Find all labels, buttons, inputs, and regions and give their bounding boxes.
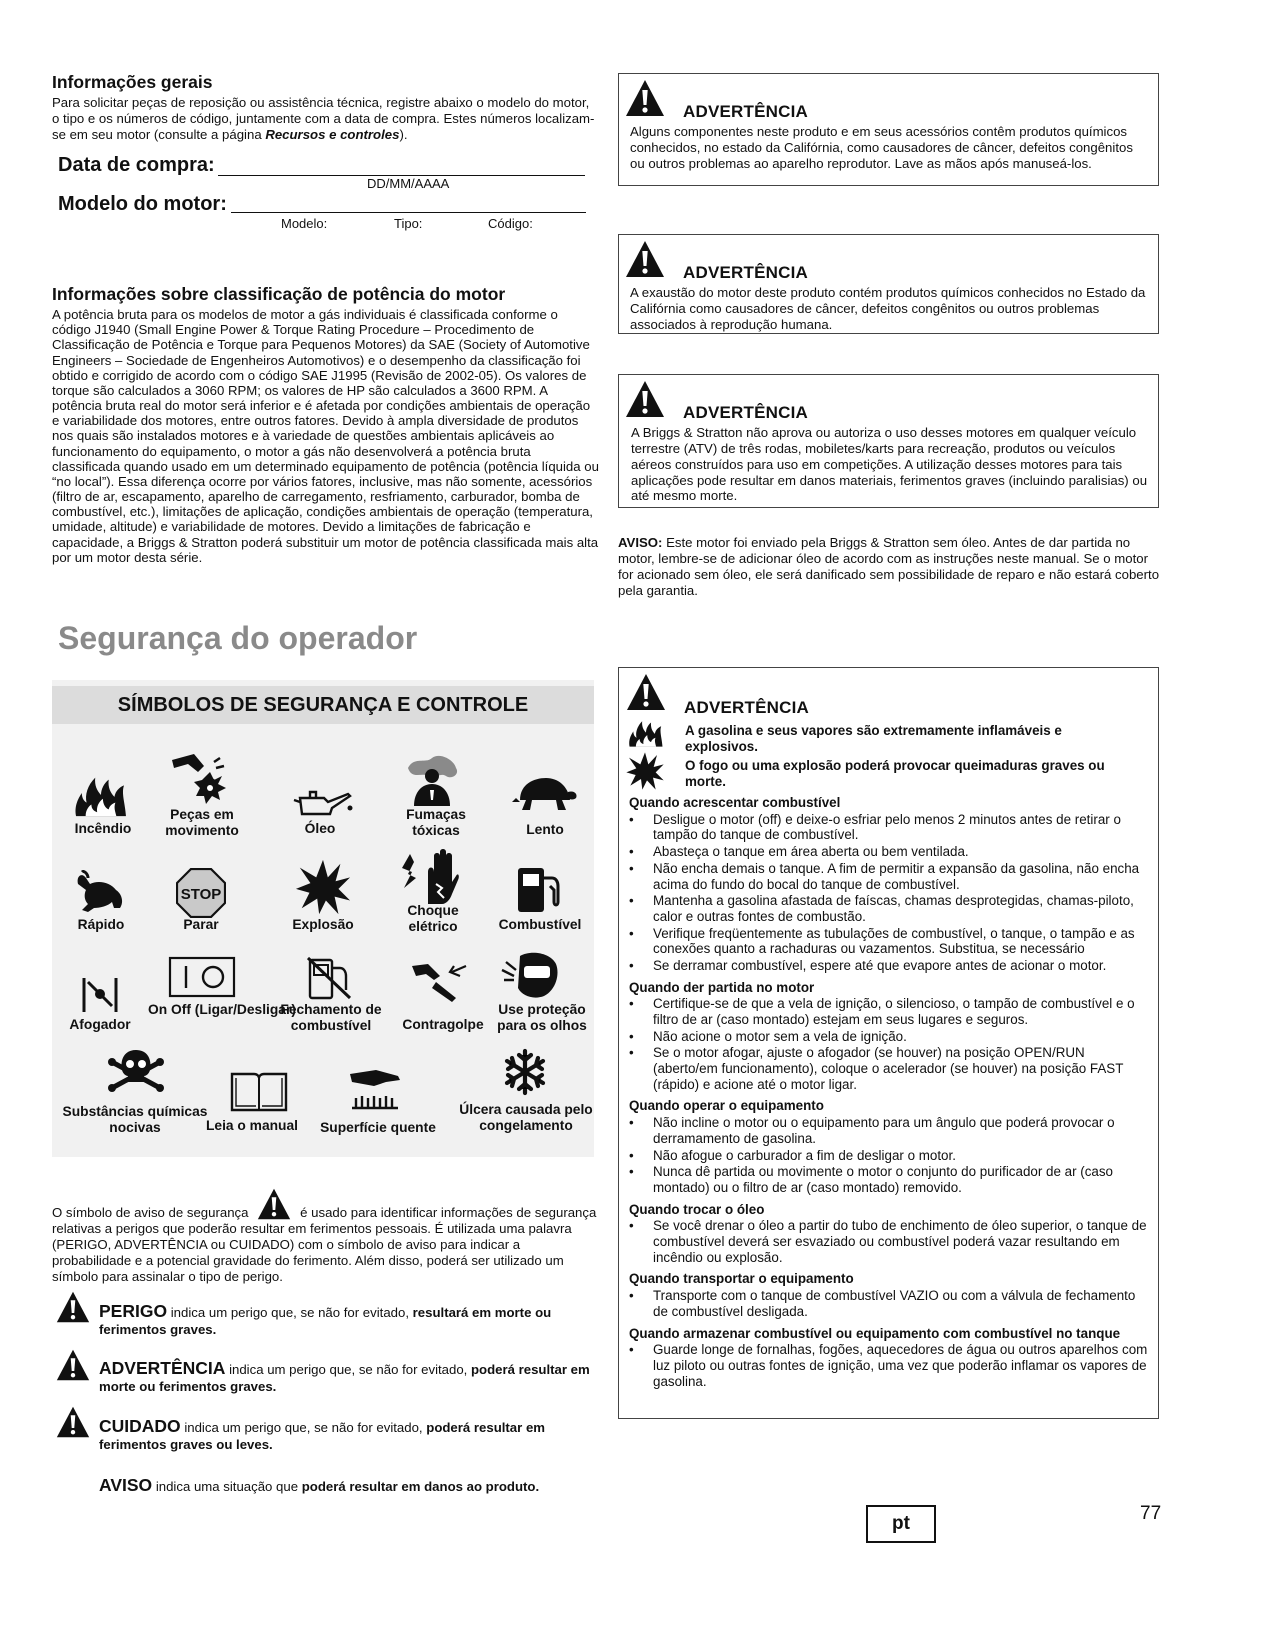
signal-word-warning: [99, 1358, 599, 1395]
power-rating-text: A potência bruta para os modelos de motor a gás individuais é classificada conforme o código J1940 (Small Engine Power & Torque Rating Procedure – Procedimento de Classificação de Potência e Torque para Pequenos Motores) da SAE (Society of Automotive Engineers – Sociedade de Engenheiros Automotivos) e o desempenho da classificação foi obtido e corrigido de acordo com o código SAE J1995 (Revisão de 2002-05). Os valores de torque são calculados a 3060 RPM; os valores de HP são calculados a 3600 RPM. A potência bruta real do motor será inferior e é afetada por condições ambientais de operação e variabilidade dos motores, entre outros fatores. Devido à ampla diversidade de produtos nos quais são instalados motores e à variedade de questões ambientais aplicáveis ao funcionamento do equipamento, o motor a gás não desenvolverá a potência bruta classificada quando usado em um determinado equipamento de potência (potência líquida ou “no local”). Essa diferença ocorre por vários fatores, inclusive, mas não somente, acessórios (filtro de ar, escapamento, aparelho de carregamento, resfriamento, carburador, bomba de combustível, etc.), limitações de aplicação, condições ambientais de operação (temperatura, umidade, altitude) e variabilidade de motores. Devido a limitações de fabricação e capacidade, a Briggs & Stratton poderá substituir um motor de potência classificada mais alta por um motor desta série.: [52, 307, 599, 565]
group-heading: Quando der partida no motor: [629, 979, 815, 995]
safety-alert-icon: [256, 1187, 292, 1221]
rabbit-fast-icon: [74, 870, 126, 914]
symbol-label-read-manual: Leia o manual: [205, 1118, 298, 1133]
symbol-label-slow: Lento: [526, 822, 564, 837]
symbol-label-hot-surface: Superfície quente: [320, 1120, 436, 1135]
symbol-label-moving-parts: Peças em movimento: [165, 807, 239, 839]
signal-word-text: indica um perigo que, se não for evitado,: [167, 1305, 413, 1320]
safety-intro-text-b: é usado para identificar informações de segurança relativas a perigos que poderão resultar em ferimentos pessoais. É utilizada uma palavra (PERIGO, ADVERTÊNCIA ou CUIDADO) com o símbolo de aviso para indicar a probabilidade e a potencial gravidade do ferimento. Além disso, poderá ser utilizado um símbolo para assinalar o tipo de perigo.: [52, 1205, 597, 1284]
signal-word-danger: [99, 1301, 599, 1338]
fuel-shutoff-icon: [306, 956, 352, 1000]
electric-shock-icon: [398, 848, 460, 906]
on-off-icon: [168, 956, 236, 998]
symbol-label-oil: Óleo: [304, 821, 336, 836]
list-item: • Certifique-se de que a vela de ignição, o silencioso, o tampão de combustível e o filtro de ar (caso montado) estejam em seus lugares e seguros.: [629, 996, 1153, 1027]
fuel-safety-groups: [629, 791, 1153, 1390]
warning-text: A exaustão do motor deste produto contém produtos químicos conhecidos no Estado da Califórnia como causadores de câncer, defeitos congênitos ou outros problemas associados à reprodução humana.: [630, 285, 1146, 332]
group-list: [629, 1115, 1153, 1195]
warning-triangle-icon: [56, 1348, 90, 1382]
signal-word: AVISO: [99, 1475, 153, 1495]
list-item: • Não acione o motor sem a vela de ignição.: [629, 1029, 1153, 1045]
frostbite-snowflake-icon: [502, 1048, 548, 1096]
fire-icon: [72, 770, 130, 818]
signal-word-consequence: poderá resultar em ferimentos graves ou leves.: [99, 1420, 545, 1452]
harmful-chemicals-skull-icon: [108, 1048, 164, 1102]
section-title: Segurança do operador: [58, 620, 418, 656]
symbol-label-toxic-fumes: Fumaças tóxicas: [406, 807, 466, 839]
purchase-date-hint: DD/MM/AAAA: [367, 176, 450, 191]
toxic-fumes-icon: [404, 754, 460, 806]
read-manual-icon: [228, 1070, 290, 1114]
explosion-icon: [294, 858, 352, 916]
general-info-text-b: ).: [399, 126, 408, 142]
engine-model-field[interactable]: [231, 193, 586, 213]
signal-word: PERIGO: [99, 1301, 168, 1321]
warning-box-fuel: [618, 667, 1159, 1419]
hot-surface-icon: [346, 1064, 404, 1112]
warning-box-exhaust: [618, 234, 1159, 334]
group-heading: Quando operar o equipamento: [629, 1098, 824, 1114]
controls-page-reference[interactable]: Recursos e controles: [265, 126, 400, 142]
eye-protection-icon: [500, 950, 560, 1000]
list-item: • Guarde longe de fornalhas, fogões, aquecedores de água ou outros aparelhos com luz piloto ou outras fontes de ignição, uma vez que poderão inflamar os vapores de gasolina.: [629, 1342, 1153, 1389]
fire-icon: [627, 716, 665, 748]
warning-triangle-icon: [625, 78, 665, 118]
symbol-label-explosion: Explosão: [292, 917, 354, 932]
signal-word-text: indica um perigo que, se não for evitado,: [225, 1362, 471, 1377]
warning-text: A Briggs & Stratton não aprova ou autoriza o uso desses motores em qualquer veículo terrestre (ATV) de três rodas, mobiletes/karts para recreação, produtos ou veículos aéreos construídos para uso em competições. A utilização desses motores para tais aplicações pode resultar em danos materiais, ferimentos graves (incluindo paralisias) ou até mesmo morte.: [631, 425, 1148, 504]
general-info-text-a: Para solicitar peças de reposição ou assistência técnica, registre abaixo o modelo do motor, o tipo e os números de código, juntamente com a data de compra. Estes números localizam-se em seu motor (consulte a página: [52, 95, 595, 142]
kickback-icon: [410, 962, 468, 1004]
group-heading: Quando trocar o óleo: [629, 1201, 765, 1217]
signal-word-consequence: resultará em morte ou ferimentos graves.: [99, 1305, 552, 1337]
fuel-pump-icon: [514, 864, 564, 914]
list-item: • Abasteça o tanque em área aberta ou bem ventilada.: [629, 844, 1153, 860]
list-item: • Não incline o motor ou o equipamento para um ângulo que poderá provocar o derramamento de gasolina.: [629, 1115, 1153, 1146]
symbol-label-fuel: Combustível: [498, 917, 582, 932]
symbol-label-fast: Rápido: [77, 917, 125, 932]
code-hint: Código:: [488, 216, 533, 231]
language-tab: pt: [866, 1505, 936, 1543]
signal-word-notice: [99, 1475, 599, 1496]
symbol-label-kickback: Contragolpe: [402, 1017, 484, 1032]
group-heading: Quando armazenar combustível ou equipamento com combustível no tanque: [629, 1325, 1121, 1341]
signal-word-caution: [99, 1416, 599, 1453]
stop-sign-icon: [176, 868, 226, 918]
danger-triangle-icon: [56, 1290, 90, 1324]
signal-word: ADVERTÊNCIA: [99, 1358, 226, 1378]
list-item: • Se o motor afogar, ajuste o afogador (se houver) na posição OPEN/RUN (aberto/em funcionamento), coloque o acelerador (se houver) na posição FAST (rápido) e acione até o motor ligar.: [629, 1045, 1153, 1092]
page-number: 77: [1140, 1503, 1162, 1524]
symbol-label-on-off: On Off (Ligar/Desligar): [148, 1002, 296, 1017]
fuel-hazard-lead-2: O fogo ou uma explosão poderá provocar queimaduras graves ou morte.: [685, 758, 1105, 789]
power-rating-title: Informações sobre classificação de potência do motor: [52, 284, 506, 304]
list-item: • Não afogue o carburador a fim de desligar o motor.: [629, 1148, 1153, 1164]
warning-title: ADVERTÊNCIA: [683, 403, 808, 422]
notice-text: Este motor foi enviado pela Briggs & Stratton sem óleo. Antes de dar partida no motor, lembre-se de adicionar óleo de acordo com as instruções neste manual. Se o motor for acionado sem óleo, ele será danificado sem possibilidade de reparo e não estará coberto pela garantia.: [618, 535, 1160, 598]
list-item: • Não encha demais o tanque. A fim de permitir a expansão da gasolina, não encha acima do fundo do bocal do tanque de combustível.: [629, 861, 1153, 892]
warning-triangle-icon: [625, 379, 665, 419]
symbol-label-stop: Parar: [183, 917, 219, 932]
group-list: [629, 812, 1153, 974]
group-list: [629, 1342, 1153, 1389]
explosion-icon: [625, 750, 665, 792]
group-list: [629, 1218, 1153, 1265]
safety-intro-text-a: O símbolo de aviso de segurança: [52, 1205, 249, 1220]
warning-box-atv: [618, 374, 1159, 508]
signal-word: CUIDADO: [99, 1416, 181, 1436]
group-heading: Quando acrescentar combustível: [629, 795, 841, 810]
signal-word-text: indica uma situação que: [152, 1479, 302, 1494]
choke-icon: [80, 976, 120, 1014]
warning-triangle-icon: [625, 239, 665, 279]
caution-triangle-icon: [56, 1405, 90, 1439]
list-item: • Se derramar combustível, espere até que evapore antes de acionar o motor.: [629, 958, 1153, 974]
group-list: [629, 996, 1153, 1092]
oil-can-icon: [292, 788, 354, 818]
symbol-label-eye-protection: Use proteção para os olhos: [497, 1002, 587, 1034]
list-item: • Transporte com o tanque de combustível VAZIO ou com a válvula de fechamento de combustível desligada.: [629, 1288, 1153, 1319]
oil-notice: [618, 535, 1163, 598]
warning-title: ADVERTÊNCIA: [684, 698, 809, 717]
general-info-text: [52, 95, 600, 143]
turtle-slow-icon: [512, 776, 578, 816]
symbol-label-electric-shock: Choque elétrico: [407, 903, 459, 935]
engine-model-label: Modelo do motor:: [58, 193, 227, 215]
list-item: • Verifique freqüentemente as tubulações de combustível, o tanque, o tampão e as conexões quanto a rachaduras ou vazamentos. Substitua, se necessário: [629, 926, 1153, 957]
symbols-header: SÍMBOLOS DE SEGURANÇA E CONTROLE: [52, 686, 594, 724]
fuel-hazard-lead-1: A gasolina e seus vapores são extremamente inflamáveis e explosivos.: [685, 723, 1062, 754]
safety-alert-intro: [52, 1203, 602, 1284]
warning-text: Alguns componentes neste produto e em seus acessórios contêm produtos químicos conhecidos, no estado da Califórnia, como causadores de câncer, defeitos congênitos ou outros problemas ao aparelho reprodutor. Lave as mãos após manuseá-los.: [630, 124, 1133, 171]
signal-word-text: indica um perigo que, se não for evitado,: [180, 1420, 427, 1435]
symbols-panel: [52, 680, 594, 1157]
warning-title: ADVERTÊNCIA: [683, 263, 808, 282]
symbol-label-frostbite: Úlcera causada pelo congelamento: [459, 1102, 593, 1134]
signal-word-consequence: poderá resultar em danos ao produto.: [301, 1479, 540, 1494]
symbol-label-harmful-chemicals: Substâncias químicas nocivas: [62, 1104, 208, 1136]
model-hint: Modelo:: [281, 216, 328, 231]
symbol-label-fire: Incêndio: [74, 821, 132, 836]
list-item: • Nunca dê partida ou movimente o motor o conjunto do purificador de ar (caso montado) ou o filtro de ar (caso montado) removido.: [629, 1164, 1153, 1195]
notice-label: AVISO:: [618, 535, 663, 550]
general-info-title: Informações gerais: [52, 72, 213, 92]
moving-parts-icon: [170, 750, 228, 806]
symbol-label-choke: Afogador: [69, 1017, 131, 1032]
purchase-date-field[interactable]: [218, 156, 585, 176]
group-list: [629, 1288, 1153, 1319]
stop-sign-text: STOP: [180, 886, 222, 903]
group-heading: Quando transportar o equipamento: [629, 1271, 854, 1287]
list-item: • Desligue o motor (off) e deixe-o esfriar pelo menos 2 minutos antes de retirar o tampão do tanque de combustível.: [629, 812, 1153, 843]
warning-box-chemicals: [618, 73, 1159, 186]
list-item: • Se você drenar o óleo a partir do tubo de enchimento de óleo superior, o tanque de combustível deverá ser esvaziado ou combustível poderá vazar resultando em incêndio ou explosão.: [629, 1218, 1153, 1265]
signal-word-consequence: poderá resultar em morte ou ferimentos graves.: [99, 1362, 590, 1394]
warning-title: ADVERTÊNCIA: [683, 102, 808, 121]
list-item: • Mantenha a gasolina afastada de faíscas, chamas desprotegidas, chamas-piloto, calor e outras fontes de combustão.: [629, 893, 1153, 924]
warning-triangle-icon: [625, 672, 667, 712]
type-hint: Tipo:: [394, 216, 423, 231]
symbol-label-fuel-shutoff: Fechamento de combustível: [280, 1002, 382, 1034]
purchase-date-label: Data de compra:: [58, 154, 215, 176]
